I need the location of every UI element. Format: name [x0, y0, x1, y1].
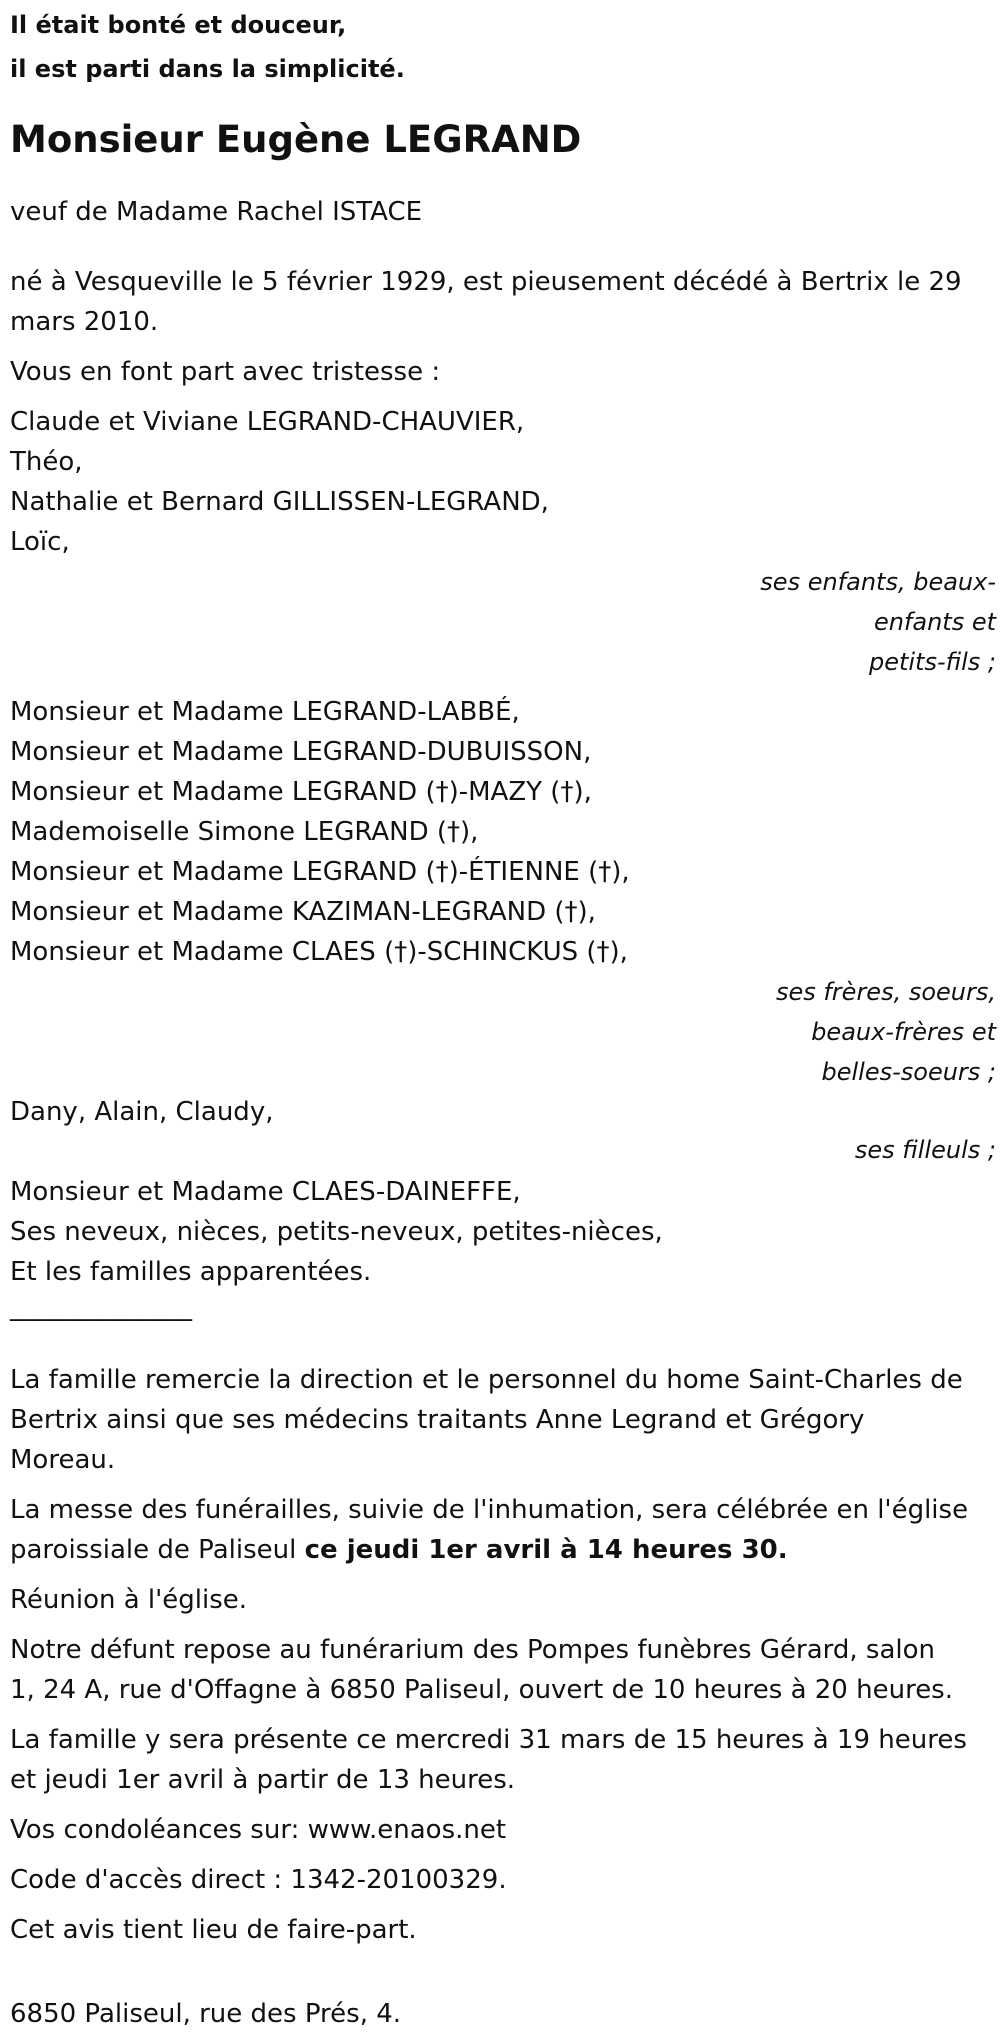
mass-datetime: ce jeudi 1er avril à 14 heures 30.	[304, 1535, 788, 1565]
relation-line: petits-fils ;	[868, 648, 996, 676]
thanks-paragraph	[10, 1360, 1000, 1480]
announce-text: Vous en font part avec tristesse :	[10, 357, 441, 387]
deceased-name: Monsieur Eugène LEGRAND	[10, 118, 582, 161]
intro-line: il est parti dans la simplicité.	[10, 55, 405, 83]
presence-line: La famille y sera présente ce mercredi 31 mars de 15 heures à 19 heures	[10, 1725, 967, 1755]
relation-line: beaux-frères et	[811, 1018, 996, 1046]
relation-line: belles-soeurs ;	[821, 1058, 996, 1086]
divider: ______________	[10, 1292, 192, 1322]
family-name-line: Claude et Viviane LEGRAND-CHAUVIER,	[10, 407, 525, 437]
mass-line	[10, 1530, 1000, 1570]
access-code-text: Code d'accès direct : 1342-20100329.	[10, 1865, 507, 1895]
family-name-line: Théo,	[10, 447, 83, 477]
mass-location: paroissiale de Paliseul	[10, 1535, 305, 1565]
family-name-line: Ses neveux, nièces, petits-neveux, petites-nièces,	[10, 1217, 663, 1247]
group-godchildren	[10, 1092, 1000, 1170]
group-relatives	[10, 1172, 1000, 1292]
relation-line: ses frères, soeurs,	[775, 978, 996, 1006]
address-text: 6850 Paliseul, rue des Prés, 4.	[10, 1999, 402, 2029]
family-name-line: Loïc,	[10, 527, 70, 557]
relation-siblings	[750, 972, 1000, 1092]
notice-text: Cet avis tient lieu de faire-part.	[10, 1915, 417, 1945]
mass-line: La messe des funérailles, suivie de l'inhumation, sera célébrée en l'église	[10, 1495, 969, 1525]
presence-paragraph	[10, 1720, 1000, 1800]
meeting-text: Réunion à l'église.	[10, 1585, 248, 1615]
relation-children	[750, 562, 1000, 682]
family-name-line: Monsieur et Madame LEGRAND-DUBUISSON,	[10, 737, 592, 767]
rest-line: Notre défunt repose au funérarium des Pompes funèbres Gérard, salon	[10, 1635, 935, 1665]
family-name-line: Monsieur et Madame LEGRAND-LABBÉ,	[10, 697, 520, 727]
family-name-line: Et les familles apparentées.	[10, 1257, 372, 1287]
widower-of: veuf de Madame Rachel ISTACE	[10, 197, 423, 227]
mass-paragraph	[10, 1490, 1000, 1570]
condolences-text: Vos condoléances sur: www.enaos.net	[10, 1815, 507, 1845]
intro-text	[10, 0, 1000, 94]
presence-line: et jeudi 1er avril à partir de 13 heures.	[10, 1765, 516, 1795]
relation-line: ses enfants, beaux-	[760, 568, 996, 596]
relation-line: ses filleuls ;	[854, 1136, 996, 1164]
family-name-line: Monsieur et Madame KAZIMAN-LEGRAND (†),	[10, 897, 596, 927]
relation-line: enfants et	[873, 608, 996, 636]
thanks-line: La famille remercie la direction et le personnel du home Saint-Charles de	[10, 1365, 963, 1395]
thanks-line: Moreau.	[10, 1445, 116, 1475]
birth-death	[10, 262, 1000, 342]
relation-godchildren	[750, 1130, 1000, 1170]
intro-line: Il était bonté et douceur,	[10, 11, 347, 39]
family-name-line: Monsieur et Madame LEGRAND (†)-MAZY (†),	[10, 777, 592, 807]
group-children	[10, 402, 1000, 682]
family-name-line: Nathalie et Bernard GILLISSEN-LEGRAND,	[10, 487, 549, 517]
rest-line: 1, 24 A, rue d'Offagne à 6850 Paliseul, ouvert de 10 heures à 20 heures.	[10, 1675, 953, 1705]
family-name-line: Monsieur et Madame CLAES-DAINEFFE,	[10, 1177, 521, 1207]
family-name-line: Monsieur et Madame CLAES (†)-SCHINCKUS (†),	[10, 937, 628, 967]
family-name-line: Mademoiselle Simone LEGRAND (†),	[10, 817, 479, 847]
family-name-line: Monsieur et Madame LEGRAND (†)-ÉTIENNE (†),	[10, 857, 630, 887]
family-name-line: Dany, Alain, Claudy,	[10, 1097, 274, 1127]
group-siblings	[10, 692, 1000, 1092]
thanks-line: Bertrix ainsi que ses médecins traitants Anne Legrand et Grégory	[10, 1405, 865, 1435]
rest-paragraph	[10, 1630, 1000, 1710]
birth-death-line: né à Vesqueville le 5 février 1929, est pieusement décédé à Bertrix le 29	[10, 267, 962, 297]
birth-death-line: mars 2010.	[10, 307, 159, 337]
